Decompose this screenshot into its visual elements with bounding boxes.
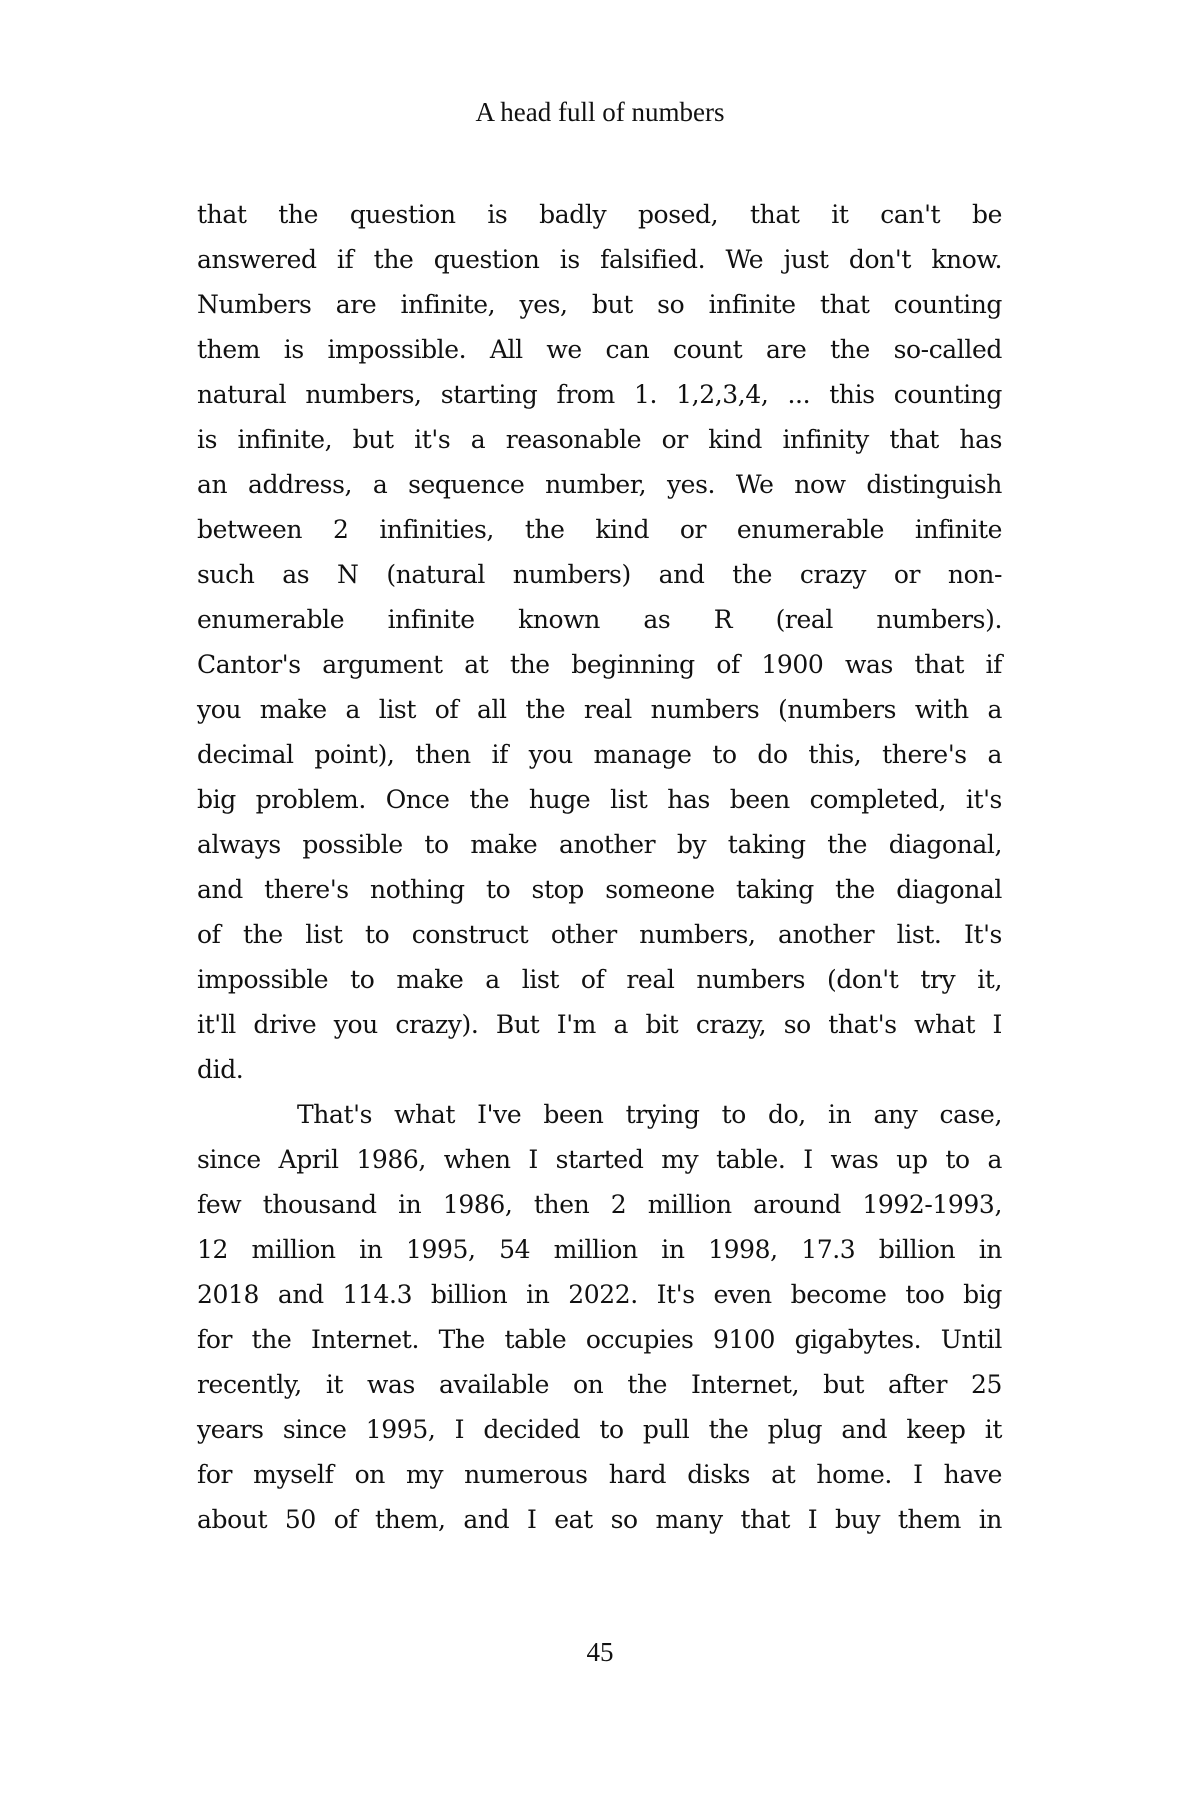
text-line: decimal point), then if you manage to do this, there's a bbox=[197, 740, 1002, 769]
body-text bbox=[197, 192, 1002, 1542]
text-line: that the question is badly posed, that it can't be bbox=[197, 200, 1002, 229]
text-line: an address, a sequence number, yes. We now distinguish bbox=[197, 470, 1002, 499]
text-line: is infinite, but it's a reasonable or kind infinity that has bbox=[197, 425, 1002, 454]
text-line: between 2 infinities, the kind or enumerable infinite bbox=[197, 515, 1002, 544]
text-line: Cantor's argument at the beginning of 1900 was that if bbox=[197, 650, 1002, 679]
text-line: such as N (natural numbers) and the crazy or non- bbox=[197, 560, 1002, 589]
running-header: A head full of numbers bbox=[475, 97, 725, 127]
text-line: you make a list of all the real numbers (numbers with a bbox=[197, 695, 1002, 724]
text-line: did. bbox=[197, 1055, 244, 1084]
text-line: recently, it was available on the Internet, but after 25 bbox=[197, 1370, 1002, 1399]
text-line: Numbers are infinite, yes, but so infinite that counting bbox=[197, 290, 1002, 319]
text-line: of the list to construct other numbers, another list. It's bbox=[197, 920, 1002, 949]
text-line: it'll drive you crazy). But I'm a bit crazy, so that's what I bbox=[197, 1010, 1002, 1039]
text-line: years since 1995, I decided to pull the plug and keep it bbox=[197, 1415, 1002, 1444]
text-line: big problem. Once the huge list has been completed, it's bbox=[197, 785, 1002, 814]
text-line: 12 million in 1995, 54 million in 1998, 17.3 billion in bbox=[197, 1235, 1002, 1264]
text-line: answered if the question is falsified. We just don't know. bbox=[197, 245, 1002, 274]
text-line: for myself on my numerous hard disks at home. I have bbox=[197, 1460, 1002, 1489]
text-line: That's what I've been trying to do, in any case, bbox=[297, 1100, 1002, 1129]
text-line: for the Internet. The table occupies 9100 gigabytes. Until bbox=[197, 1325, 1002, 1354]
text-line: always possible to make another by taking the diagonal, bbox=[197, 830, 1002, 859]
text-line: 2018 and 114.3 billion in 2022. It's even become too big bbox=[197, 1280, 1002, 1309]
paragraph-2 bbox=[197, 1092, 1002, 1542]
text-line: them is impossible. All we can count are the so-called bbox=[197, 335, 1002, 364]
text-line: impossible to make a list of real numbers (don't try it, bbox=[197, 965, 1002, 994]
text-line: natural numbers, starting from 1. 1,2,3,4, ... this counting bbox=[197, 380, 1002, 409]
text-line: and there's nothing to stop someone taking the diagonal bbox=[197, 875, 1002, 904]
text-line: few thousand in 1986, then 2 million around 1992-1993, bbox=[197, 1190, 1002, 1219]
page-number: 45 bbox=[586, 1637, 614, 1667]
text-line: enumerable infinite known as R (real numbers). bbox=[197, 605, 1002, 634]
text-line: about 50 of them, and I eat so many that I buy them in bbox=[197, 1505, 1002, 1534]
text-line: since April 1986, when I started my table. I was up to a bbox=[197, 1145, 1002, 1174]
paragraph-1 bbox=[197, 192, 1002, 1092]
